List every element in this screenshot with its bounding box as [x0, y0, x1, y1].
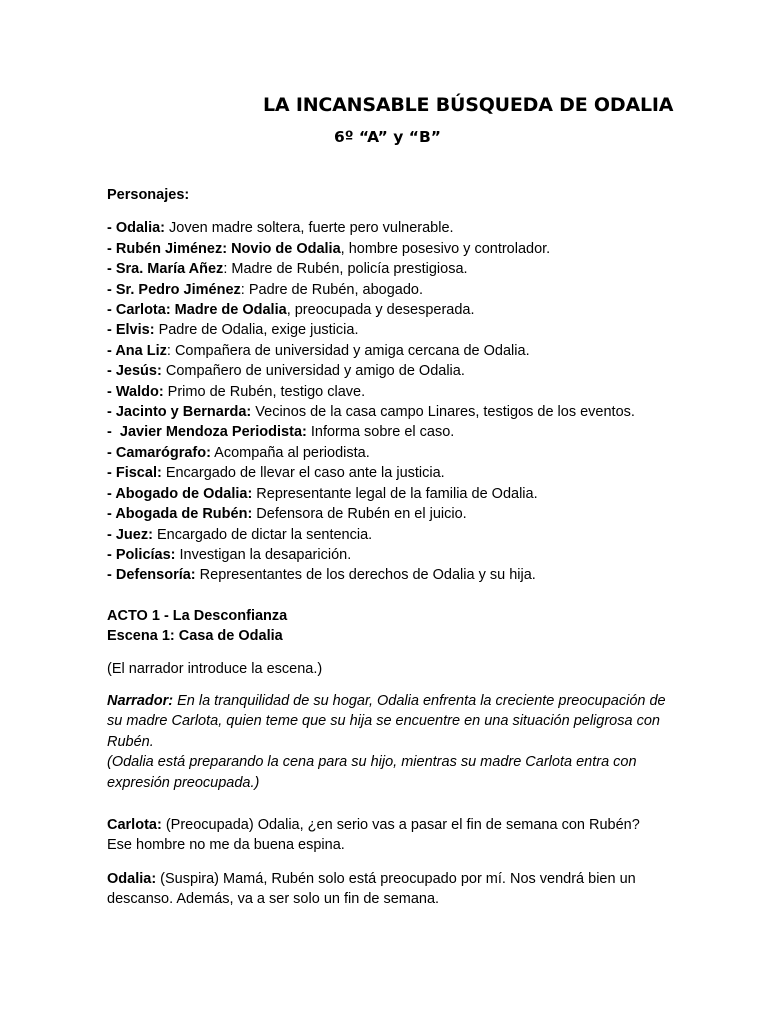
document-body: [107, 185, 667, 910]
character-item: [107, 463, 667, 483]
characters-heading: Personajes:: [107, 187, 190, 203]
character-name: Javier Mendoza Periodista:: [119, 424, 307, 441]
document-subtitle: 6º “A” y “B”: [334, 128, 441, 146]
character-desc: Acompaña al periodista.: [210, 444, 370, 461]
character-prefix: -: [107, 404, 116, 421]
character-item: [107, 218, 667, 238]
character-prefix: -: [107, 444, 116, 461]
character-name: Jacinto y Bernarda:: [115, 404, 252, 421]
dialogue-line: [107, 869, 667, 910]
character-item: [107, 565, 667, 585]
character-prefix: -: [107, 567, 116, 584]
character-item: [107, 300, 667, 320]
character-desc: Primo de Rubén, testigo clave.: [163, 383, 366, 400]
character-prefix: -: [107, 322, 116, 339]
character-item: [107, 239, 667, 259]
character-prefix: -: [107, 281, 116, 298]
narrator-text: En la tranquilidad de su hogar, Odalia enfrenta la creciente preocupación de su madre Carlota, quien teme que su hija se encuentre en una situación peligrosa con Rubén.: [107, 692, 666, 750]
scene-title: Escena 1: Casa de Odalia: [107, 628, 283, 645]
character-name: Rubén Jiménez: Novio de Odalia: [115, 240, 341, 257]
character-desc: Encargado de dictar la sentencia.: [152, 526, 373, 543]
character-prefix: -: [107, 383, 116, 400]
title-text: LA INCANSABLE BÚSQUEDA DE ODALIA: [263, 94, 674, 116]
character-desc: Vecinos de la casa campo Linares, testigos de los eventos.: [251, 404, 635, 421]
character-prefix: -: [107, 485, 116, 502]
characters-list: [107, 218, 667, 585]
character-item: [107, 259, 667, 279]
character-name: Defensoría:: [115, 567, 196, 584]
character-desc: Informa sobre el caso.: [306, 424, 455, 441]
speaker-name: Carlota:: [107, 816, 162, 833]
character-item: [107, 443, 667, 463]
character-prefix: -: [107, 342, 116, 359]
character-item: [107, 504, 667, 524]
character-prefix: -: [107, 220, 116, 237]
character-item: [107, 545, 667, 565]
character-prefix: -: [107, 506, 116, 523]
character-item: [107, 361, 667, 381]
dialogue-line: [107, 815, 667, 856]
character-name: Sr. Pedro Jiménez: [115, 281, 241, 298]
character-desc: Representante legal de la familia de Odalia.: [252, 485, 538, 502]
speaker-line: (Suspira) Mamá, Rubén solo está preocupado por mí. Nos vendrá bien un descanso. Además, va a ser solo un fin de semana.: [107, 870, 636, 908]
character-prefix: -: [107, 302, 116, 319]
narrator-block: [107, 691, 667, 793]
character-prefix: -: [107, 363, 116, 380]
character-item: [107, 402, 667, 422]
character-name: Odalia:: [115, 220, 166, 237]
character-desc: Joven madre soltera, fuerte pero vulnerable.: [165, 220, 454, 237]
character-prefix: -: [107, 465, 116, 482]
character-desc: , preocupada y desesperada.: [286, 302, 475, 319]
character-desc: Investigan la desaparición.: [175, 546, 352, 563]
character-name: Jesús:: [115, 363, 162, 380]
character-prefix: -: [107, 526, 116, 543]
character-name: Abogado de Odalia:: [115, 485, 253, 502]
narrator-direction: (Odalia está preparando la cena para su hijo, mientras su madre Carlota entra con expresión preocupada.): [107, 754, 637, 791]
character-desc: : Padre de Rubén, abogado.: [240, 281, 423, 298]
character-name: Elvis:: [115, 322, 155, 339]
character-desc: Defensora de Rubén en el juicio.: [252, 506, 467, 523]
character-name: Policías:: [115, 546, 176, 563]
character-name: Camarógrafo:: [115, 444, 211, 461]
character-prefix: -: [107, 261, 116, 278]
character-name: Abogada de Rubén:: [115, 506, 253, 523]
character-item: [107, 422, 667, 442]
act-title: ACTO 1 - La Desconfianza: [107, 607, 288, 624]
character-name: Juez:: [115, 526, 153, 543]
character-desc: Padre de Odalia, exige justicia.: [154, 322, 359, 339]
character-item: [107, 341, 667, 361]
act-heading: [107, 606, 667, 647]
character-desc: Representantes de los derechos de Odalia y su hija.: [195, 567, 536, 584]
character-item: [107, 320, 667, 340]
character-desc: Encargado de llevar el caso ante la justicia.: [161, 465, 445, 482]
character-prefix: -: [107, 546, 116, 563]
speaker-line: (Preocupada) Odalia, ¿en serio vas a pasar el fin de semana con Rubén? Ese hombre no me da buena espina.: [107, 816, 640, 854]
character-desc: , hombre posesivo y controlador.: [340, 240, 551, 257]
stage-direction: (El narrador introduce la escena.): [107, 660, 323, 677]
speaker-name: Odalia:: [107, 870, 157, 887]
character-prefix: -: [107, 424, 120, 441]
character-item: [107, 382, 667, 402]
character-item: [107, 484, 667, 504]
character-desc: : Compañera de universidad y amiga cercana de Odalia.: [166, 342, 530, 359]
character-prefix: -: [107, 240, 116, 257]
character-name: Fiscal:: [115, 465, 162, 482]
character-desc: : Madre de Rubén, policía prestigiosa.: [223, 261, 468, 278]
character-desc: Compañero de universidad y amigo de Odalia.: [161, 363, 465, 380]
character-name: Sra. María Añez: [115, 261, 224, 278]
character-item: [107, 525, 667, 545]
narrator-label: Narrador:: [107, 692, 174, 709]
character-item: [107, 280, 667, 300]
character-name: Ana Liz: [115, 342, 167, 359]
character-name: Carlota: Madre de Odalia: [115, 302, 287, 319]
character-name: Waldo:: [115, 383, 164, 400]
